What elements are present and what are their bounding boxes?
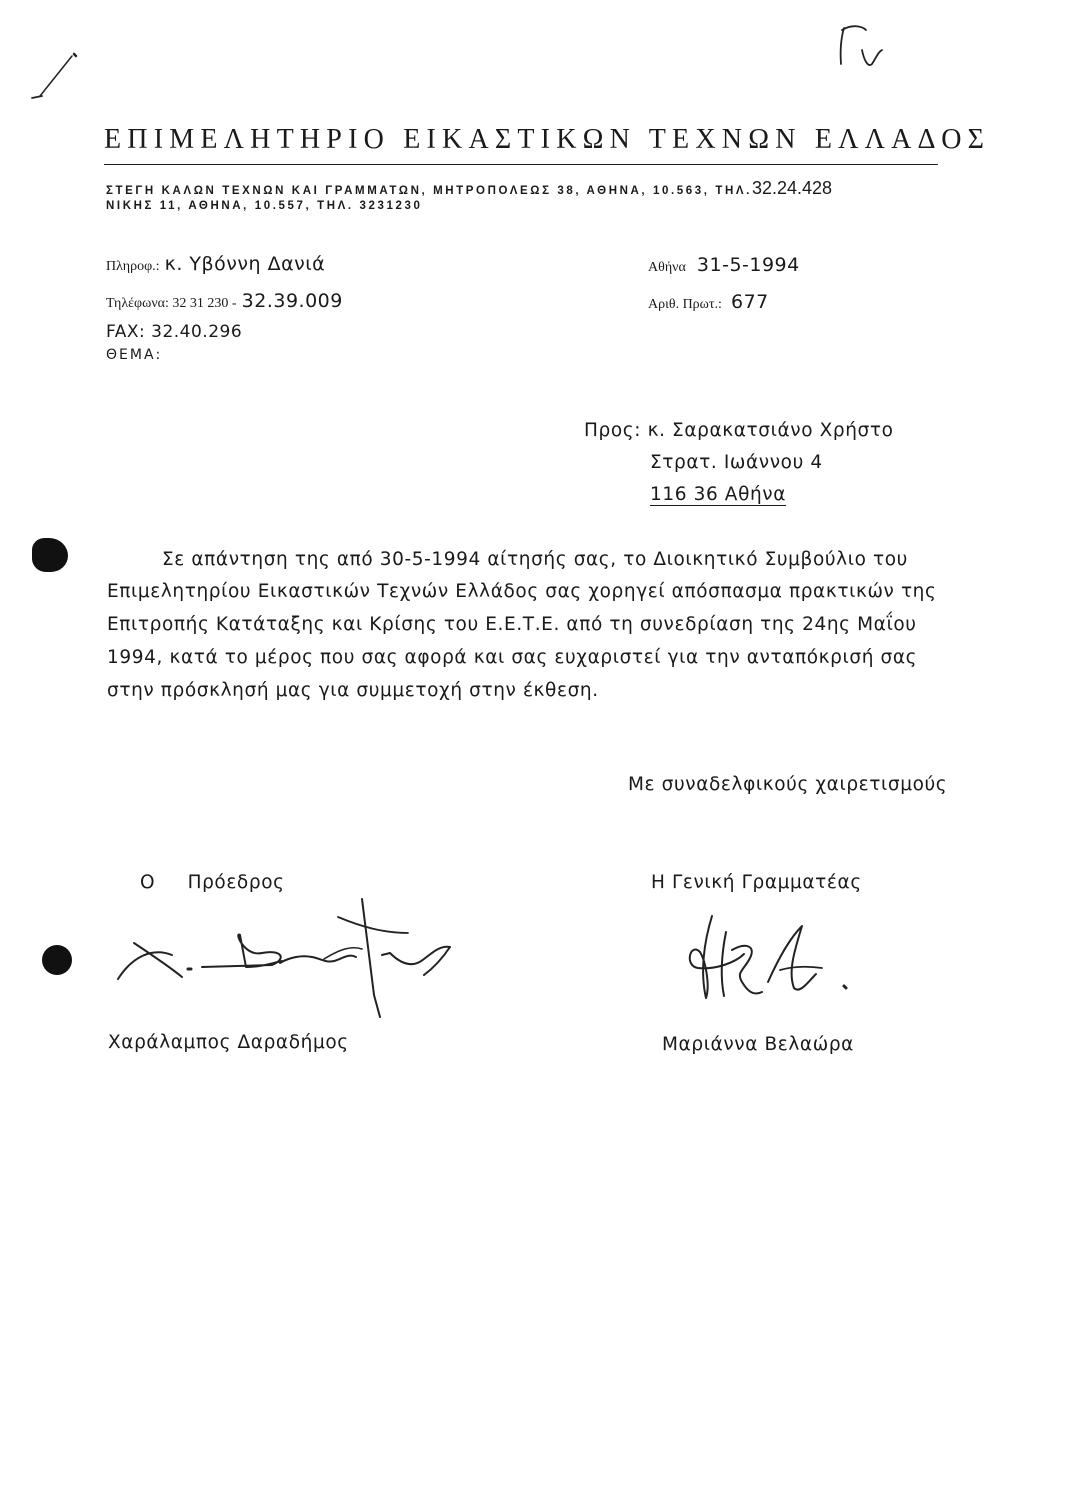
address-line-2: ΝΙΚΗΣ 11, ΑΘΗΝΑ, 10.557, ΤΗΛ. 3231230 [106, 200, 423, 212]
body-line-2: Επιμελητηρίου Εικαστικών Τεχνών Ελλάδος σας χορηγεί απόσπασμα πρακτικών της [107, 581, 937, 602]
protocol-label: Αριθ. Πρωτ.: [648, 297, 722, 312]
body-line-3: Επιτροπής Κατάταξης και Κρίσης του Ε.Ε.Τ.Ε. από τη συνεδρίαση της 24ης Μαΐου [107, 614, 917, 635]
pen-mark [28, 52, 88, 112]
info-label: Πληροφ.: [106, 259, 160, 274]
punch-hole-bottom [42, 945, 72, 975]
recipient-postal: 116 36 Αθήνα [650, 484, 787, 505]
protocol-number: 677 [731, 291, 769, 313]
body-line-5: στην πρόσκλησή μας για συμμετοχή στην έκθεση. [107, 680, 599, 701]
recipient-street: Στρατ. Ιωάννου 4 [650, 452, 823, 473]
president-signature [112, 895, 462, 1020]
body-line-4: 1994, κατά το μέρος που σας αφορά και σας ευχαριστεί για την ανταπόκρισή σας [107, 647, 918, 668]
recipient-name: κ. Σαρακατσιάνο Χρήστο [647, 420, 894, 441]
body-line-1: Σε απάντηση της από 30-5-1994 αίτησής σας, το Διοικητικό Συμβούλιο του [162, 549, 908, 570]
subject-label: ΘΕΜΑ: [106, 347, 163, 363]
punch-hole-top [32, 538, 68, 572]
right-signatory-name: Μαριάννα Βελαώρα [662, 1034, 854, 1055]
header-rule [104, 164, 938, 165]
phones-label: Τηλέφωνα: 32 31 230 - [106, 296, 237, 311]
left-signatory-name: Χαράλαμπος Δαραδήμος [108, 1032, 349, 1053]
date-value: 31-5-1994 [696, 254, 800, 276]
protocol-row [648, 291, 769, 313]
address-line-1-text: ΣΤΕΓΗ ΚΑΛΩΝ ΤΕΧΝΩΝ ΚΑΙ ΓΡΑΜΜΑΤΩΝ, ΜΗΤΡΟΠΟΛΕΩΣ 38, ΑΘΗΝΑ, 10.563, ΤΗΛ. [106, 185, 752, 197]
address-phone: 32.24.428 [751, 178, 833, 198]
right-signatory-title: Η Γενική Γραμματέας [651, 872, 862, 893]
recipient-line [584, 420, 894, 441]
left-signatory-title: Ο Πρόεδρος [140, 872, 285, 893]
info-value: κ. Υβόννη Δανιά [164, 253, 326, 275]
closing-salutation: Με συναδελφικούς χαιρετισμούς [628, 774, 948, 795]
fax-line: FAX: 32.40.296 [106, 322, 243, 342]
organization-title: ΕΠΙΜΕΛΗΤΗΡΙΟ ΕΙΚΑΣΤΙΚΩΝ ΤΕΧΝΩΝ ΕΛΛΑΔΟΣ [104, 124, 991, 155]
address-line-1 [106, 178, 832, 199]
recipient-to-label: Προς: [584, 420, 642, 441]
date-row [648, 254, 800, 276]
phones-value: 32.39.009 [241, 290, 343, 312]
handwritten-mark [826, 20, 896, 80]
info-row [106, 253, 325, 275]
secretary-signature [676, 912, 876, 1012]
city-label: Αθήνα [648, 260, 686, 275]
phones-row [106, 290, 343, 312]
